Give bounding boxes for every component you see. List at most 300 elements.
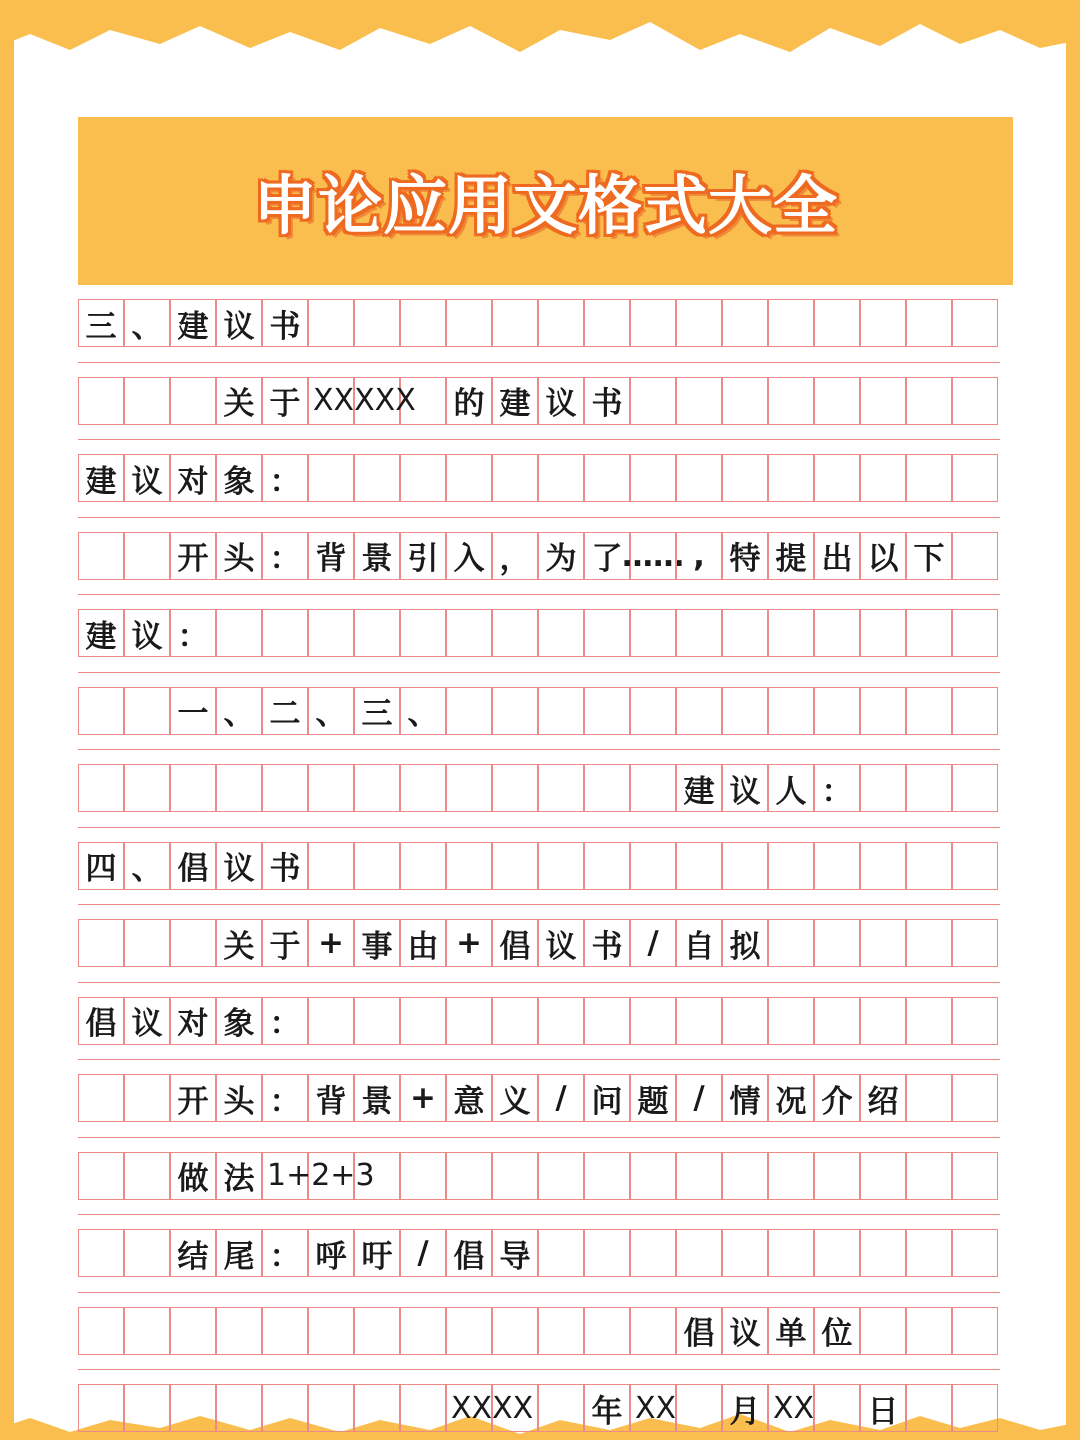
- grid-cell: [308, 609, 354, 657]
- grid-cell: [446, 609, 492, 657]
- grid-cell: 由: [400, 919, 446, 967]
- grid-cell: [400, 1152, 446, 1200]
- grid-cell: ：: [262, 1229, 308, 1277]
- grid-cell: [906, 1074, 952, 1122]
- gap-line: [78, 827, 1000, 828]
- grid-cell: 议: [538, 377, 584, 425]
- grid-cell: [906, 1152, 952, 1200]
- grid-cell: 位: [814, 1307, 860, 1355]
- grid-cell: 结: [170, 1229, 216, 1277]
- grid-cell: 书: [262, 842, 308, 890]
- grid-cell: [906, 377, 952, 425]
- grid-cell: [814, 1229, 860, 1277]
- grid-cell: 于: [262, 377, 308, 425]
- grid-cell: ，: [492, 532, 538, 580]
- grid-cell: 倡: [78, 997, 124, 1045]
- grid-cell: [952, 764, 998, 812]
- grid-cell: [170, 1384, 216, 1432]
- grid-cell: [814, 1384, 860, 1432]
- grid-cell: [676, 609, 722, 657]
- grid-cell: 提: [768, 532, 814, 580]
- grid-cell: 自: [676, 919, 722, 967]
- grid-cell: [768, 299, 814, 347]
- grid-cell: 二: [262, 687, 308, 735]
- grid-cell: ：: [262, 1074, 308, 1122]
- grid-cell: [952, 687, 998, 735]
- grid-cell: [308, 299, 354, 347]
- grid-cell: 议: [538, 919, 584, 967]
- grid-cell: [952, 1384, 998, 1432]
- grid-cell: [538, 1152, 584, 1200]
- grid-cell: [814, 997, 860, 1045]
- grid-cell: [124, 1074, 170, 1122]
- grid-cell: [952, 532, 998, 580]
- grid-cell: 入: [446, 532, 492, 580]
- grid-cell: 象: [216, 997, 262, 1045]
- grid-cell: 议: [124, 454, 170, 502]
- grid-cell: [814, 454, 860, 502]
- grid-cell: [354, 842, 400, 890]
- grid-cell: [308, 1307, 354, 1355]
- grid-cell: [538, 1229, 584, 1277]
- grid-cell: ……: [630, 532, 676, 580]
- grid-cell: 为: [538, 532, 584, 580]
- grid-cell: 问: [584, 1074, 630, 1122]
- gap-line: [78, 1059, 1000, 1060]
- grid-cell: [124, 377, 170, 425]
- grid-cell: 做: [170, 1152, 216, 1200]
- grid-cell: [906, 764, 952, 812]
- grid-cell: 况: [768, 1074, 814, 1122]
- grid-cell: [860, 1307, 906, 1355]
- grid-cell: /: [630, 919, 676, 967]
- grid-cell: [768, 609, 814, 657]
- grid-cell: [78, 1307, 124, 1355]
- grid-cell: [860, 454, 906, 502]
- grid-cell: [308, 842, 354, 890]
- grid-cell: 书: [262, 299, 308, 347]
- grid-cell: ,: [676, 532, 722, 580]
- grid-cell: [676, 1384, 722, 1432]
- grid-cell: [676, 842, 722, 890]
- grid-cell: 倡: [492, 919, 538, 967]
- grid-cell: [860, 764, 906, 812]
- grid-cell: [216, 609, 262, 657]
- grid-cell: 题: [630, 1074, 676, 1122]
- grid-cell: [906, 1307, 952, 1355]
- grid-cell: [906, 609, 952, 657]
- grid-cell: [400, 1384, 446, 1432]
- grid-cell: [722, 609, 768, 657]
- grid-cell: XX: [768, 1384, 814, 1432]
- grid-cell: 头: [216, 1074, 262, 1122]
- grid-cell: [492, 454, 538, 502]
- grid-cell: [860, 842, 906, 890]
- grid-cell: XXXXX: [308, 377, 354, 425]
- grid-cell: [630, 377, 676, 425]
- grid-cell: [676, 687, 722, 735]
- grid-cell: [630, 997, 676, 1045]
- manuscript-grid: [78, 299, 1000, 1430]
- grid-cell: [584, 1307, 630, 1355]
- grid-cell: 建: [676, 764, 722, 812]
- grid-cell: 景: [354, 1074, 400, 1122]
- grid-cell: [676, 1229, 722, 1277]
- grid-cell: 议: [124, 609, 170, 657]
- grid-cell: [78, 532, 124, 580]
- grid-cell: 拟: [722, 919, 768, 967]
- grid-cell: [538, 609, 584, 657]
- grid-cell: [308, 454, 354, 502]
- grid-cell: [492, 842, 538, 890]
- grid-cell: 建: [78, 454, 124, 502]
- grid-cell: [768, 1229, 814, 1277]
- grid-cell: [78, 919, 124, 967]
- title-banner: [78, 117, 1013, 285]
- grid-cell: 关: [216, 919, 262, 967]
- grid-cell: 倡: [676, 1307, 722, 1355]
- grid-cell: [630, 454, 676, 502]
- grid-cell: [538, 454, 584, 502]
- grid-cell: [814, 1152, 860, 1200]
- grid-cell: [354, 997, 400, 1045]
- grid-cell: 建: [492, 377, 538, 425]
- grid-cell: 议: [722, 764, 768, 812]
- grid-cell: 议: [124, 997, 170, 1045]
- grid-cell: [170, 764, 216, 812]
- grid-cell: [170, 1307, 216, 1355]
- grid-cell: 绍: [860, 1074, 906, 1122]
- grid-cell: [262, 609, 308, 657]
- grid-cell: [860, 1152, 906, 1200]
- grid-cell: [906, 997, 952, 1045]
- grid-cell: [814, 919, 860, 967]
- grid-cell: [676, 454, 722, 502]
- grid-cell: [906, 919, 952, 967]
- grid-cell: [630, 687, 676, 735]
- gap-line: [78, 982, 1000, 983]
- grid-cell: 1+2+3: [262, 1152, 308, 1200]
- grid-cell: [952, 377, 998, 425]
- grid-cell: 四: [78, 842, 124, 890]
- grid-cell: [124, 1384, 170, 1432]
- grid-cell: 、: [124, 299, 170, 347]
- grid-cell: [676, 377, 722, 425]
- grid-cell: [400, 997, 446, 1045]
- grid-cell: [860, 609, 906, 657]
- grid-cell: [538, 299, 584, 347]
- grid-cell: [446, 299, 492, 347]
- grid-cell: [308, 764, 354, 812]
- grid-cell: [400, 1307, 446, 1355]
- grid-cell: 、: [124, 842, 170, 890]
- grid-cell: 对: [170, 997, 216, 1045]
- grid-cell: [722, 997, 768, 1045]
- grid-cell: 景: [354, 532, 400, 580]
- grid-cell: [584, 687, 630, 735]
- grid-cell: [860, 377, 906, 425]
- grid-cell: ：: [262, 997, 308, 1045]
- grid-cell: [952, 842, 998, 890]
- grid-cell: [814, 609, 860, 657]
- grid-cell: [538, 1307, 584, 1355]
- grid-cell: [952, 299, 998, 347]
- grid-cell: 建: [78, 609, 124, 657]
- grid-cell: [538, 842, 584, 890]
- grid-cell: [446, 764, 492, 812]
- grid-cell: 日: [860, 1384, 906, 1432]
- grid-cell: [262, 1384, 308, 1432]
- grid-cell: [446, 997, 492, 1045]
- grid-cell: 对: [170, 454, 216, 502]
- grid-cell: 一: [170, 687, 216, 735]
- grid-cell: 义: [492, 1074, 538, 1122]
- grid-cell: 导: [492, 1229, 538, 1277]
- grid-cell: 倡: [446, 1229, 492, 1277]
- grid-row: [78, 1384, 1000, 1432]
- grid-cell: 单: [768, 1307, 814, 1355]
- grid-cell: [400, 299, 446, 347]
- grid-cell: [722, 377, 768, 425]
- grid-cell: [722, 687, 768, 735]
- grid-cell: [400, 764, 446, 812]
- grid-cell: [400, 842, 446, 890]
- grid-row: [78, 1152, 1000, 1200]
- grid-cell: [446, 1152, 492, 1200]
- grid-cell: XX: [630, 1384, 676, 1432]
- gap-line: [78, 1214, 1000, 1215]
- grid-cell: [216, 764, 262, 812]
- grid-cell: 尾: [216, 1229, 262, 1277]
- grid-cell: 下: [906, 532, 952, 580]
- grid-row: [78, 1229, 1000, 1277]
- grid-cell: [124, 1307, 170, 1355]
- grid-cell: [492, 609, 538, 657]
- gap-line: [78, 1137, 1000, 1138]
- grid-cell: ：: [814, 764, 860, 812]
- grid-cell: [952, 1229, 998, 1277]
- grid-cell: [768, 377, 814, 425]
- grid-row: [78, 299, 1000, 347]
- grid-cell: [952, 454, 998, 502]
- grid-cell: ：: [262, 532, 308, 580]
- grid-cell: [124, 764, 170, 812]
- grid-cell: [446, 842, 492, 890]
- grid-cell: [906, 1229, 952, 1277]
- grid-cell: [78, 1074, 124, 1122]
- grid-cell: [78, 1229, 124, 1277]
- grid-cell: [262, 764, 308, 812]
- grid-cell: [768, 454, 814, 502]
- grid-cell: 事: [354, 919, 400, 967]
- torn-paper-top: [0, 0, 1080, 70]
- grid-cell: 议: [722, 1307, 768, 1355]
- grid-cell: [722, 454, 768, 502]
- grid-cell: [354, 1384, 400, 1432]
- grid-cell: 法: [216, 1152, 262, 1200]
- grid-cell: 头: [216, 532, 262, 580]
- grid-cell: 倡: [170, 842, 216, 890]
- gap-line: [78, 1292, 1000, 1293]
- grid-cell: +: [400, 1074, 446, 1122]
- grid-cell: [492, 997, 538, 1045]
- grid-cell: 介: [814, 1074, 860, 1122]
- grid-cell: [354, 454, 400, 502]
- grid-row: [78, 919, 1000, 967]
- grid-cell: [124, 919, 170, 967]
- grid-cell: 、: [308, 687, 354, 735]
- grid-cell: [124, 532, 170, 580]
- grid-cell: [538, 764, 584, 812]
- grid-cell: 了: [584, 532, 630, 580]
- grid-cell: [722, 842, 768, 890]
- grid-cell: [814, 687, 860, 735]
- grid-cell: [906, 687, 952, 735]
- grid-cell: [676, 299, 722, 347]
- gap-line: [78, 362, 1000, 363]
- grid-cell: [814, 842, 860, 890]
- grid-cell: 三: [354, 687, 400, 735]
- grid-cell: 开: [170, 1074, 216, 1122]
- grid-cell: [492, 687, 538, 735]
- grid-cell: [768, 687, 814, 735]
- grid-cell: 呼: [308, 1229, 354, 1277]
- grid-cell: [952, 997, 998, 1045]
- grid-cell: 开: [170, 532, 216, 580]
- grid-cell: [124, 687, 170, 735]
- grid-row: [78, 377, 1000, 425]
- grid-cell: [584, 1152, 630, 1200]
- grid-cell: 吁: [354, 1229, 400, 1277]
- grid-cell: [308, 1384, 354, 1432]
- gap-line: [78, 749, 1000, 750]
- grid-cell: ：: [262, 454, 308, 502]
- grid-cell: [630, 1152, 676, 1200]
- grid-cell: [262, 1307, 308, 1355]
- grid-cell: [630, 764, 676, 812]
- grid-row: [78, 687, 1000, 735]
- grid-cell: 月: [722, 1384, 768, 1432]
- grid-cell: [216, 1307, 262, 1355]
- grid-cell: 背: [308, 1074, 354, 1122]
- grid-cell: [906, 842, 952, 890]
- gap-line: [78, 672, 1000, 673]
- grid-cell: 象: [216, 454, 262, 502]
- grid-cell: 书: [584, 377, 630, 425]
- grid-cell: [354, 609, 400, 657]
- grid-row: [78, 1074, 1000, 1122]
- grid-cell: 引: [400, 532, 446, 580]
- grid-cell: [630, 1229, 676, 1277]
- grid-cell: [354, 299, 400, 347]
- grid-cell: [952, 1152, 998, 1200]
- grid-cell: /: [400, 1229, 446, 1277]
- grid-cell: [676, 1152, 722, 1200]
- grid-cell: [492, 1307, 538, 1355]
- grid-cell: [308, 997, 354, 1045]
- grid-cell: [354, 1307, 400, 1355]
- grid-row: [78, 764, 1000, 812]
- grid-cell: [492, 1152, 538, 1200]
- grid-cell: [768, 1152, 814, 1200]
- grid-cell: [584, 1229, 630, 1277]
- grid-cell: [354, 764, 400, 812]
- grid-cell: 情: [722, 1074, 768, 1122]
- grid-cell: [124, 1152, 170, 1200]
- grid-row: [78, 454, 1000, 502]
- grid-cell: [78, 1384, 124, 1432]
- left-border: [0, 0, 14, 1440]
- grid-cell: [952, 919, 998, 967]
- grid-cell: [584, 997, 630, 1045]
- grid-cell: [768, 842, 814, 890]
- grid-cell: [814, 299, 860, 347]
- grid-cell: 的: [446, 377, 492, 425]
- grid-cell: [906, 1384, 952, 1432]
- grid-cell: 议: [216, 299, 262, 347]
- grid-cell: [630, 609, 676, 657]
- grid-cell: ：: [170, 609, 216, 657]
- grid-cell: [78, 764, 124, 812]
- grid-cell: [584, 842, 630, 890]
- gap-line: [78, 517, 1000, 518]
- grid-cell: 背: [308, 532, 354, 580]
- grid-cell: [492, 764, 538, 812]
- grid-cell: [492, 299, 538, 347]
- grid-cell: [722, 1229, 768, 1277]
- grid-cell: [860, 687, 906, 735]
- grid-cell: [446, 1307, 492, 1355]
- grid-cell: [630, 842, 676, 890]
- grid-cell: [446, 687, 492, 735]
- grid-cell: [952, 1307, 998, 1355]
- grid-cell: [170, 377, 216, 425]
- grid-cell: [906, 454, 952, 502]
- grid-cell: 议: [216, 842, 262, 890]
- grid-cell: [860, 299, 906, 347]
- grid-cell: [216, 1384, 262, 1432]
- grid-cell: [630, 299, 676, 347]
- grid-cell: 书: [584, 919, 630, 967]
- gap-line: [78, 1369, 1000, 1370]
- grid-cell: [78, 1152, 124, 1200]
- grid-cell: [814, 377, 860, 425]
- grid-cell: 以: [860, 532, 906, 580]
- grid-cell: [124, 1229, 170, 1277]
- grid-cell: [538, 997, 584, 1045]
- grid-cell: 、: [216, 687, 262, 735]
- grid-cell: [400, 454, 446, 502]
- grid-cell: [952, 609, 998, 657]
- grid-cell: [584, 609, 630, 657]
- grid-cell: [78, 377, 124, 425]
- grid-cell: 年: [584, 1384, 630, 1432]
- grid-cell: [584, 299, 630, 347]
- grid-cell: 出: [814, 532, 860, 580]
- grid-cell: 于: [262, 919, 308, 967]
- page-title: 申论应用文格式大全: [253, 170, 838, 244]
- grid-cell: [630, 1307, 676, 1355]
- grid-cell: [676, 997, 722, 1045]
- right-border: [1066, 0, 1080, 1440]
- grid-row: [78, 609, 1000, 657]
- grid-cell: /: [538, 1074, 584, 1122]
- grid-row: [78, 997, 1000, 1045]
- grid-cell: +: [308, 919, 354, 967]
- grid-cell: [860, 997, 906, 1045]
- grid-cell: [860, 919, 906, 967]
- grid-cell: 建: [170, 299, 216, 347]
